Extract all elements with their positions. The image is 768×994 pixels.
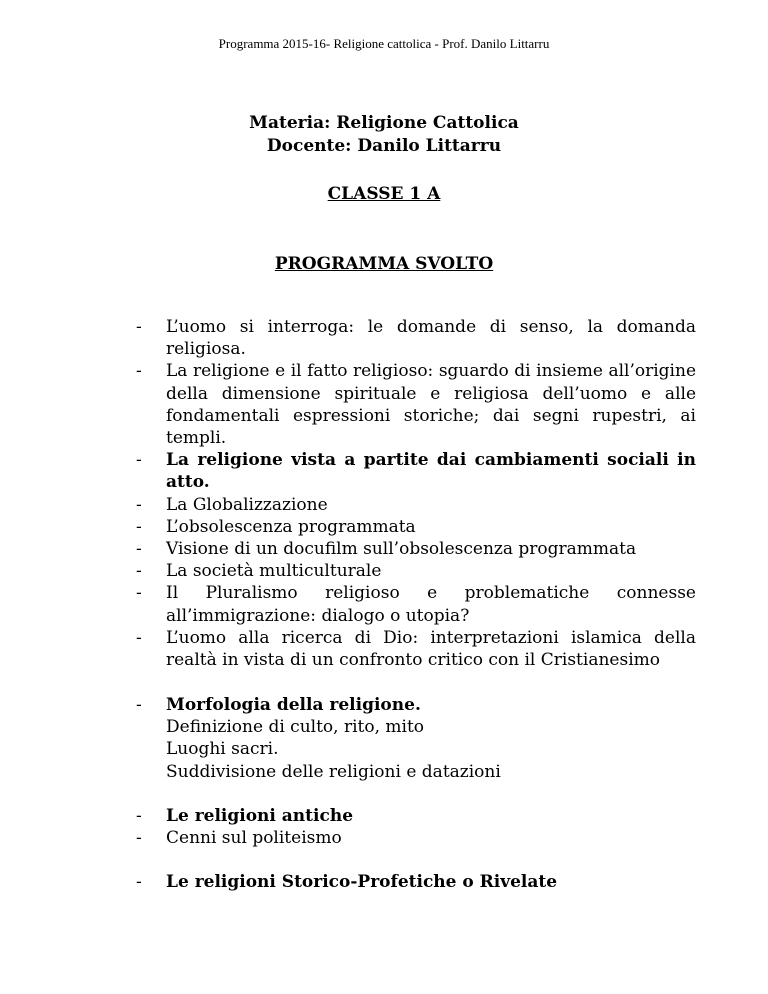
section-heading: Morfologia della religione.: [166, 695, 421, 715]
list-dash: -: [136, 806, 142, 826]
morfologia-line: Definizione di culto, rito, mito: [166, 717, 425, 738]
list-item-text: L’obsolescenza programmata: [166, 516, 416, 537]
list-item-text: L’uomo si interroga: le domande di senso, la domanda religiosa.: [166, 317, 696, 360]
list-dash: -: [136, 494, 142, 515]
list-item-text: La religione vista a partite dai cambiamenti sociali in atto.: [166, 450, 696, 493]
section-heading: Le religioni Storico-Profetiche o Rivelate: [166, 872, 558, 892]
list-item: [136, 316, 696, 360]
subject-block: [0, 112, 768, 158]
list-item: [136, 560, 696, 582]
list-item: [136, 538, 696, 560]
list-item-text: La religione e il fatto religioso: sguardo di insieme all’origine della dimensione spirituale e religiosa dell’uomo e alle fondamentali espressioni storiche; dai segni rupestri, ai templi.: [166, 361, 696, 449]
morfologia-line: Suddivisione delle religioni e datazioni: [166, 761, 501, 782]
list-item: [136, 582, 696, 626]
list-item-text: Il Pluralismo religioso e problematiche connesse all’immigrazione: dialogo o utopia?: [166, 583, 696, 626]
list-dash: -: [136, 627, 142, 648]
list-dash: -: [136, 561, 142, 582]
list-dash: -: [136, 872, 142, 892]
list-item-text: Cenni sul politeismo: [166, 828, 342, 849]
list-item: [136, 627, 696, 671]
morfologia-line: Luoghi sacri.: [166, 739, 279, 760]
list-dash: -: [136, 695, 142, 715]
program-title: PROGRAMMA SVOLTO: [274, 254, 494, 274]
list-item: [136, 871, 696, 893]
page-header: Programma 2015-16- Religione cattolica - Prof. Danilo Littarru: [218, 36, 550, 51]
list-item-text: Visione di un docufilm sull’obsolescenza programmata: [166, 539, 637, 560]
list-item: [136, 494, 696, 516]
program-list: [136, 316, 696, 671]
list-dash: -: [136, 516, 142, 537]
list-item: [136, 827, 696, 849]
teacher-line: Docente: Danilo Littarru: [266, 136, 502, 156]
list-dash: -: [136, 361, 142, 382]
list-dash: -: [136, 583, 142, 604]
list-item-text: La società multiculturale: [166, 561, 382, 582]
list-item: [136, 449, 696, 493]
antiche-section: [136, 805, 696, 849]
list-item: [136, 516, 696, 538]
list-item: [136, 805, 696, 827]
list-dash: -: [136, 450, 142, 471]
list-item: [136, 694, 696, 716]
list-dash: -: [136, 828, 142, 849]
subject-line: Materia: Religione Cattolica: [249, 113, 519, 133]
class-title: CLASSE 1 A: [327, 184, 441, 204]
section-heading: Le religioni antiche: [166, 806, 354, 826]
list-item-text: La Globalizzazione: [166, 494, 328, 515]
list-dash: -: [136, 317, 142, 337]
storico-section: [136, 871, 696, 893]
list-item: [136, 360, 696, 449]
morfologia-section: [136, 694, 696, 783]
list-dash: -: [136, 539, 142, 560]
list-item-text: L’uomo alla ricerca di Dio: interpretazioni islamica della realtà in vista di un confronto critico con il Cristianesimo: [166, 627, 696, 671]
